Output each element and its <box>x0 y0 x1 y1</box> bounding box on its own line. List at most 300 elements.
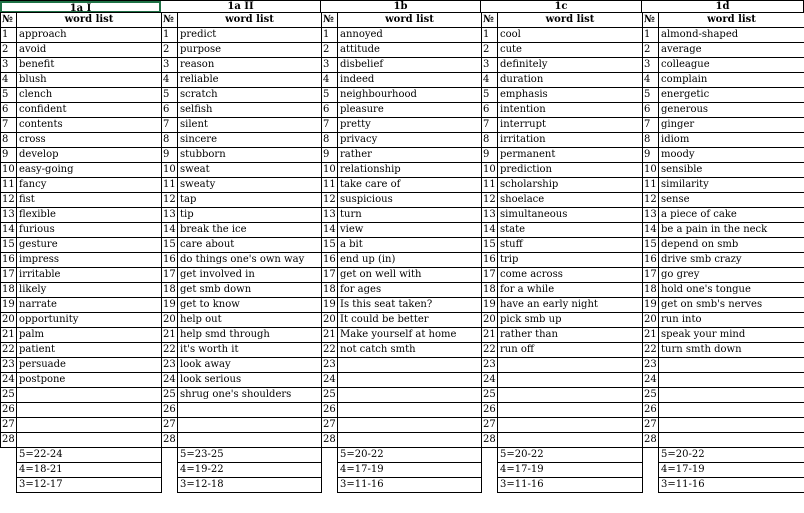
word-cell[interactable]: cross <box>17 133 162 148</box>
word-cell[interactable]: sensible <box>659 163 804 178</box>
word-cell[interactable]: care about <box>178 238 322 253</box>
row-number[interactable]: 11 <box>322 178 338 193</box>
row-number[interactable]: 2 <box>1 43 17 58</box>
row-number[interactable]: 3 <box>1 58 17 73</box>
word-cell[interactable]: irritation <box>498 133 643 148</box>
word-cell[interactable]: disbelief <box>338 58 482 73</box>
row-number[interactable]: 1 <box>322 28 338 43</box>
word-cell[interactable]: Make yourself at home <box>338 328 482 343</box>
word-cell[interactable]: for a while <box>498 283 643 298</box>
word-cell[interactable]: pretty <box>338 118 482 133</box>
grade-cell[interactable]: 5=20-22 <box>659 448 804 463</box>
row-number[interactable]: 22 <box>322 343 338 358</box>
num-header[interactable]: № <box>1 13 17 28</box>
word-cell[interactable]: drive smb crazy <box>659 253 804 268</box>
row-number[interactable]: 27 <box>162 418 178 433</box>
row-number[interactable]: 5 <box>322 88 338 103</box>
word-cell[interactable] <box>17 403 162 418</box>
word-cell[interactable] <box>17 433 162 448</box>
row-number[interactable]: 1 <box>643 28 659 43</box>
grade-cell[interactable]: 4=17-19 <box>498 463 643 478</box>
word-cell[interactable] <box>659 388 804 403</box>
row-number[interactable]: 11 <box>1 178 17 193</box>
grade-cell[interactable]: 3=12-17 <box>17 478 162 493</box>
word-cell[interactable]: pleasure <box>338 103 482 118</box>
row-number[interactable]: 23 <box>643 358 659 373</box>
row-number[interactable]: 18 <box>482 283 498 298</box>
num-header[interactable]: № <box>322 13 338 28</box>
word-cell[interactable]: rather <box>338 148 482 163</box>
word-cell[interactable]: view <box>338 223 482 238</box>
row-number[interactable]: 19 <box>1 298 17 313</box>
row-number[interactable]: 28 <box>482 433 498 448</box>
word-cell[interactable]: approach <box>17 28 162 43</box>
word-cell[interactable]: a bit <box>338 238 482 253</box>
row-number[interactable]: 11 <box>482 178 498 193</box>
row-number[interactable]: 17 <box>482 268 498 283</box>
row-number[interactable]: 15 <box>482 238 498 253</box>
num-header[interactable]: № <box>643 13 659 28</box>
word-cell[interactable]: furious <box>17 223 162 238</box>
word-cell[interactable] <box>659 373 804 388</box>
word-cell[interactable]: get to know <box>178 298 322 313</box>
word-cell[interactable]: a piece of cake <box>659 208 804 223</box>
row-number[interactable]: 19 <box>643 298 659 313</box>
row-number[interactable]: 15 <box>322 238 338 253</box>
row-number[interactable]: 12 <box>322 193 338 208</box>
row-number[interactable]: 15 <box>162 238 178 253</box>
row-number[interactable]: 18 <box>1 283 17 298</box>
row-number[interactable]: 6 <box>643 103 659 118</box>
row-number[interactable]: 25 <box>482 388 498 403</box>
row-number[interactable]: 18 <box>162 283 178 298</box>
word-cell[interactable]: run into <box>659 313 804 328</box>
row-number[interactable]: 26 <box>322 403 338 418</box>
row-number[interactable]: 9 <box>482 148 498 163</box>
word-cell[interactable]: for ages <box>338 283 482 298</box>
section-title-1c[interactable]: 1c <box>481 1 642 13</box>
row-number[interactable]: 21 <box>162 328 178 343</box>
word-cell[interactable]: selfish <box>178 103 322 118</box>
word-cell[interactable]: average <box>659 43 804 58</box>
word-cell[interactable] <box>659 418 804 433</box>
row-number[interactable]: 10 <box>643 163 659 178</box>
row-number[interactable]: 1 <box>1 28 17 43</box>
row-number[interactable]: 12 <box>643 193 659 208</box>
grade-cell[interactable]: 4=19-22 <box>178 463 322 478</box>
word-cell[interactable]: be a pain in the neck <box>659 223 804 238</box>
row-number[interactable]: 17 <box>643 268 659 283</box>
word-cell[interactable]: break the ice <box>178 223 322 238</box>
row-number[interactable]: 14 <box>482 223 498 238</box>
word-cell[interactable]: persuade <box>17 358 162 373</box>
grade-cell[interactable]: 3=11-16 <box>498 478 643 493</box>
word-cell[interactable]: not catch smth <box>338 343 482 358</box>
word-cell[interactable]: similarity <box>659 178 804 193</box>
row-number[interactable]: 7 <box>322 118 338 133</box>
row-number[interactable]: 4 <box>1 73 17 88</box>
word-cell[interactable]: depend on smb <box>659 238 804 253</box>
word-cell[interactable] <box>498 418 643 433</box>
row-number[interactable]: 4 <box>162 73 178 88</box>
row-number[interactable]: 13 <box>322 208 338 223</box>
word-cell[interactable]: help smd through <box>178 328 322 343</box>
row-number[interactable]: 3 <box>482 58 498 73</box>
word-cell[interactable]: fist <box>17 193 162 208</box>
word-cell[interactable] <box>338 358 482 373</box>
word-cell[interactable] <box>659 358 804 373</box>
row-number[interactable]: 3 <box>643 58 659 73</box>
word-cell[interactable] <box>17 388 162 403</box>
word-cell[interactable]: moody <box>659 148 804 163</box>
row-number[interactable]: 11 <box>643 178 659 193</box>
row-number[interactable]: 26 <box>482 403 498 418</box>
word-cell[interactable]: energetic <box>659 88 804 103</box>
word-cell[interactable] <box>338 433 482 448</box>
word-cell[interactable]: look away <box>178 358 322 373</box>
row-number[interactable]: 20 <box>1 313 17 328</box>
row-number[interactable]: 28 <box>1 433 17 448</box>
row-number[interactable]: 8 <box>1 133 17 148</box>
word-cell[interactable]: ginger <box>659 118 804 133</box>
word-cell[interactable]: rather than <box>498 328 643 343</box>
row-number[interactable]: 16 <box>1 253 17 268</box>
row-number[interactable]: 22 <box>643 343 659 358</box>
row-number[interactable]: 2 <box>162 43 178 58</box>
word-cell[interactable]: easy-going <box>17 163 162 178</box>
row-number[interactable]: 3 <box>162 58 178 73</box>
word-cell[interactable]: colleague <box>659 58 804 73</box>
word-cell[interactable]: state <box>498 223 643 238</box>
word-cell[interactable]: sincere <box>178 133 322 148</box>
row-number[interactable]: 19 <box>482 298 498 313</box>
row-number[interactable]: 17 <box>322 268 338 283</box>
word-cell[interactable]: Is this seat taken? <box>338 298 482 313</box>
row-number[interactable]: 24 <box>643 373 659 388</box>
word-cell[interactable]: silent <box>178 118 322 133</box>
row-number[interactable]: 8 <box>643 133 659 148</box>
word-cell[interactable] <box>178 433 322 448</box>
row-number[interactable]: 4 <box>482 73 498 88</box>
word-cell[interactable]: scratch <box>178 88 322 103</box>
word-cell[interactable]: indeed <box>338 73 482 88</box>
row-number[interactable]: 7 <box>482 118 498 133</box>
word-cell[interactable]: contents <box>17 118 162 133</box>
row-number[interactable]: 9 <box>1 148 17 163</box>
row-number[interactable]: 18 <box>322 283 338 298</box>
row-number[interactable]: 7 <box>162 118 178 133</box>
row-number[interactable]: 24 <box>482 373 498 388</box>
word-cell[interactable]: emphasis <box>498 88 643 103</box>
word-cell[interactable]: cute <box>498 43 643 58</box>
word-cell[interactable]: turn smth down <box>659 343 804 358</box>
word-cell[interactable]: get on smb's nerves <box>659 298 804 313</box>
row-number[interactable]: 2 <box>322 43 338 58</box>
row-number[interactable]: 24 <box>322 373 338 388</box>
word-cell[interactable] <box>498 433 643 448</box>
word-cell[interactable]: likely <box>17 283 162 298</box>
word-cell[interactable]: relationship <box>338 163 482 178</box>
section-title-1d[interactable]: 1d <box>642 1 804 13</box>
row-number[interactable]: 4 <box>643 73 659 88</box>
word-cell[interactable]: stubborn <box>178 148 322 163</box>
row-number[interactable]: 17 <box>162 268 178 283</box>
row-number[interactable]: 19 <box>162 298 178 313</box>
word-cell[interactable]: benefit <box>17 58 162 73</box>
grade-cell[interactable]: 3=11-16 <box>338 478 482 493</box>
word-cell[interactable]: generous <box>659 103 804 118</box>
row-number[interactable]: 24 <box>1 373 17 388</box>
row-number[interactable]: 8 <box>482 133 498 148</box>
row-number[interactable]: 9 <box>322 148 338 163</box>
row-number[interactable]: 6 <box>322 103 338 118</box>
row-number[interactable]: 11 <box>162 178 178 193</box>
word-cell[interactable] <box>338 418 482 433</box>
word-cell[interactable]: permanent <box>498 148 643 163</box>
row-number[interactable]: 20 <box>162 313 178 328</box>
row-number[interactable]: 13 <box>162 208 178 223</box>
row-number[interactable]: 23 <box>162 358 178 373</box>
word-cell[interactable] <box>17 418 162 433</box>
row-number[interactable]: 9 <box>162 148 178 163</box>
word-list-header[interactable]: word list <box>178 13 322 28</box>
row-number[interactable]: 12 <box>482 193 498 208</box>
word-list-header[interactable]: word list <box>498 13 643 28</box>
word-cell[interactable]: tip <box>178 208 322 223</box>
row-number[interactable]: 21 <box>482 328 498 343</box>
row-number[interactable]: 4 <box>322 73 338 88</box>
row-number[interactable]: 25 <box>643 388 659 403</box>
word-cell[interactable]: have an early night <box>498 298 643 313</box>
row-number[interactable]: 17 <box>1 268 17 283</box>
word-cell[interactable]: it's worth it <box>178 343 322 358</box>
row-number[interactable]: 21 <box>1 328 17 343</box>
row-number[interactable]: 2 <box>482 43 498 58</box>
word-cell[interactable]: complain <box>659 73 804 88</box>
word-cell[interactable]: gesture <box>17 238 162 253</box>
word-cell[interactable] <box>338 388 482 403</box>
section-title-1b[interactable]: 1b <box>321 1 481 13</box>
row-number[interactable]: 3 <box>322 58 338 73</box>
word-cell[interactable]: attitude <box>338 43 482 58</box>
grade-cell[interactable]: 5=20-22 <box>498 448 643 463</box>
row-number[interactable]: 14 <box>643 223 659 238</box>
row-number[interactable]: 6 <box>482 103 498 118</box>
row-number[interactable]: 27 <box>1 418 17 433</box>
word-cell[interactable]: shrug one's shoulders <box>178 388 322 403</box>
word-cell[interactable] <box>338 373 482 388</box>
row-number[interactable]: 12 <box>162 193 178 208</box>
word-cell[interactable]: get involved in <box>178 268 322 283</box>
word-cell[interactable] <box>498 358 643 373</box>
grade-cell[interactable]: 4=18-21 <box>17 463 162 478</box>
row-number[interactable]: 13 <box>482 208 498 223</box>
row-number[interactable]: 10 <box>1 163 17 178</box>
row-number[interactable]: 5 <box>1 88 17 103</box>
word-cell[interactable]: purpose <box>178 43 322 58</box>
row-number[interactable]: 9 <box>643 148 659 163</box>
word-cell[interactable]: scholarship <box>498 178 643 193</box>
row-number[interactable]: 20 <box>482 313 498 328</box>
row-number[interactable]: 10 <box>322 163 338 178</box>
row-number[interactable]: 13 <box>1 208 17 223</box>
word-cell[interactable]: speak your mind <box>659 328 804 343</box>
word-cell[interactable]: idiom <box>659 133 804 148</box>
row-number[interactable]: 16 <box>162 253 178 268</box>
row-number[interactable]: 26 <box>1 403 17 418</box>
word-list-header[interactable]: word list <box>338 13 482 28</box>
word-cell[interactable]: get smb down <box>178 283 322 298</box>
row-number[interactable]: 7 <box>643 118 659 133</box>
row-number[interactable]: 7 <box>1 118 17 133</box>
grade-cell[interactable]: 5=20-22 <box>338 448 482 463</box>
word-cell[interactable]: clench <box>17 88 162 103</box>
word-cell[interactable]: do things one's own way <box>178 253 322 268</box>
row-number[interactable]: 19 <box>322 298 338 313</box>
word-cell[interactable]: opportunity <box>17 313 162 328</box>
row-number[interactable]: 16 <box>643 253 659 268</box>
row-number[interactable]: 27 <box>322 418 338 433</box>
word-cell[interactable]: run off <box>498 343 643 358</box>
word-cell[interactable]: fancy <box>17 178 162 193</box>
grade-cell[interactable]: 3=12-18 <box>178 478 322 493</box>
row-number[interactable]: 10 <box>162 163 178 178</box>
word-cell[interactable]: postpone <box>17 373 162 388</box>
word-list-header[interactable]: word list <box>17 13 162 28</box>
word-cell[interactable] <box>498 388 643 403</box>
word-cell[interactable]: predict <box>178 28 322 43</box>
word-cell[interactable]: flexible <box>17 208 162 223</box>
row-number[interactable]: 10 <box>482 163 498 178</box>
word-cell[interactable]: neighbourhood <box>338 88 482 103</box>
word-cell[interactable]: get on well with <box>338 268 482 283</box>
row-number[interactable]: 15 <box>1 238 17 253</box>
word-cell[interactable]: cool <box>498 28 643 43</box>
word-cell[interactable]: come across <box>498 268 643 283</box>
row-number[interactable]: 26 <box>643 403 659 418</box>
row-number[interactable]: 13 <box>643 208 659 223</box>
row-number[interactable]: 22 <box>482 343 498 358</box>
word-cell[interactable] <box>178 418 322 433</box>
row-number[interactable]: 1 <box>482 28 498 43</box>
row-number[interactable]: 16 <box>322 253 338 268</box>
word-cell[interactable]: avoid <box>17 43 162 58</box>
word-cell[interactable]: intention <box>498 103 643 118</box>
row-number[interactable]: 14 <box>1 223 17 238</box>
num-header[interactable]: № <box>482 13 498 28</box>
word-cell[interactable]: prediction <box>498 163 643 178</box>
word-cell[interactable]: simultaneous <box>498 208 643 223</box>
word-cell[interactable]: sweaty <box>178 178 322 193</box>
word-cell[interactable] <box>178 403 322 418</box>
row-number[interactable]: 8 <box>162 133 178 148</box>
word-cell[interactable]: take care of <box>338 178 482 193</box>
row-number[interactable]: 28 <box>643 433 659 448</box>
row-number[interactable]: 18 <box>643 283 659 298</box>
word-cell[interactable]: definitely <box>498 58 643 73</box>
row-number[interactable]: 24 <box>162 373 178 388</box>
word-cell[interactable]: reason <box>178 58 322 73</box>
word-cell[interactable]: narrate <box>17 298 162 313</box>
word-cell[interactable]: sense <box>659 193 804 208</box>
word-cell[interactable]: It could be better <box>338 313 482 328</box>
section-title-1a-i[interactable]: 1a I <box>0 1 161 13</box>
word-cell[interactable]: confident <box>17 103 162 118</box>
row-number[interactable]: 6 <box>1 103 17 118</box>
row-number[interactable]: 22 <box>162 343 178 358</box>
word-cell[interactable]: hold one's tongue <box>659 283 804 298</box>
row-number[interactable]: 22 <box>1 343 17 358</box>
word-cell[interactable]: blush <box>17 73 162 88</box>
word-cell[interactable]: shoelace <box>498 193 643 208</box>
grade-cell[interactable]: 5=23-25 <box>178 448 322 463</box>
word-cell[interactable]: trip <box>498 253 643 268</box>
row-number[interactable]: 2 <box>643 43 659 58</box>
word-cell[interactable]: reliable <box>178 73 322 88</box>
grade-cell[interactable]: 4=17-19 <box>338 463 482 478</box>
word-cell[interactable]: go grey <box>659 268 804 283</box>
row-number[interactable]: 25 <box>1 388 17 403</box>
word-cell[interactable]: impress <box>17 253 162 268</box>
word-cell[interactable]: irritable <box>17 268 162 283</box>
row-number[interactable]: 20 <box>643 313 659 328</box>
word-cell[interactable]: duration <box>498 73 643 88</box>
row-number[interactable]: 5 <box>482 88 498 103</box>
row-number[interactable]: 25 <box>162 388 178 403</box>
row-number[interactable]: 23 <box>322 358 338 373</box>
word-cell[interactable]: end up (in) <box>338 253 482 268</box>
word-cell[interactable]: develop <box>17 148 162 163</box>
row-number[interactable]: 28 <box>162 433 178 448</box>
row-number[interactable]: 16 <box>482 253 498 268</box>
row-number[interactable]: 6 <box>162 103 178 118</box>
row-number[interactable]: 8 <box>322 133 338 148</box>
row-number[interactable]: 26 <box>162 403 178 418</box>
word-cell[interactable]: interrupt <box>498 118 643 133</box>
row-number[interactable]: 23 <box>1 358 17 373</box>
row-number[interactable]: 27 <box>482 418 498 433</box>
row-number[interactable]: 15 <box>643 238 659 253</box>
word-list-header[interactable]: word list <box>659 13 804 28</box>
row-number[interactable]: 14 <box>322 223 338 238</box>
word-cell[interactable] <box>338 403 482 418</box>
row-number[interactable]: 5 <box>162 88 178 103</box>
word-cell[interactable]: privacy <box>338 133 482 148</box>
word-cell[interactable] <box>498 403 643 418</box>
grade-cell[interactable]: 4=17-19 <box>659 463 804 478</box>
row-number[interactable]: 27 <box>643 418 659 433</box>
row-number[interactable]: 23 <box>482 358 498 373</box>
section-title-1a-ii[interactable]: 1a II <box>161 1 321 13</box>
row-number[interactable]: 1 <box>162 28 178 43</box>
word-cell[interactable]: turn <box>338 208 482 223</box>
word-cell[interactable]: palm <box>17 328 162 343</box>
row-number[interactable]: 21 <box>643 328 659 343</box>
word-cell[interactable]: stuff <box>498 238 643 253</box>
word-cell[interactable]: sweat <box>178 163 322 178</box>
word-cell[interactable]: annoyed <box>338 28 482 43</box>
row-number[interactable]: 20 <box>322 313 338 328</box>
word-cell[interactable] <box>659 403 804 418</box>
word-cell[interactable]: suspicious <box>338 193 482 208</box>
row-number[interactable]: 5 <box>643 88 659 103</box>
word-cell[interactable] <box>498 373 643 388</box>
word-cell[interactable]: almond-shaped <box>659 28 804 43</box>
row-number[interactable]: 12 <box>1 193 17 208</box>
num-header[interactable]: № <box>162 13 178 28</box>
grade-cell[interactable]: 3=11-16 <box>659 478 804 493</box>
word-cell[interactable]: look serious <box>178 373 322 388</box>
